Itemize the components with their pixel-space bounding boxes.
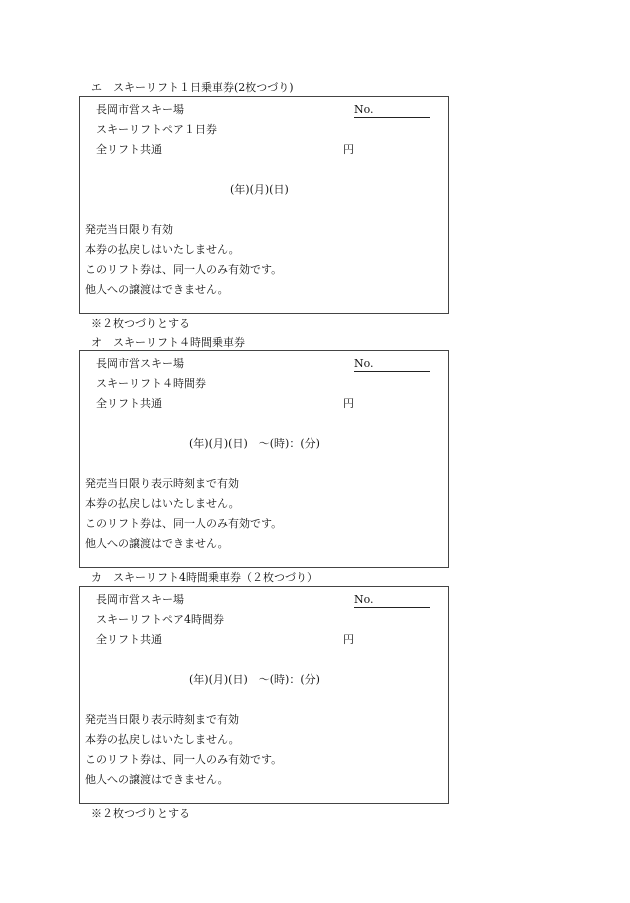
organization-name: 長岡市営スキー場 [96, 593, 184, 606]
date-time-line: (年)(月)(日) ～(時)：(分) [189, 673, 320, 686]
number-underline [354, 117, 430, 118]
refund-note: 本券の払戻しはいたしません。 [85, 497, 240, 510]
validity-note: 発売当日限り有効 [85, 223, 173, 236]
organization-name: 長岡市営スキー場 [96, 103, 184, 116]
number-label: No. [354, 357, 374, 370]
lift-scope: 全リフト共通 [96, 633, 162, 646]
validity-note: 発売当日限り表示時刻まで有効 [85, 477, 239, 490]
same-person-note: このリフト券は、同一人のみ有効です。 [85, 263, 283, 276]
section-heading-ka: カ スキーリフト4時間乗車券（２枚つづり） [91, 571, 318, 584]
section-heading-o: オ スキーリフト４時間乗車券 [91, 336, 245, 349]
number-label: No. [354, 593, 374, 606]
number-underline [354, 607, 430, 608]
lift-scope: 全リフト共通 [96, 143, 162, 156]
transfer-note: 他人への譲渡はできません。 [85, 537, 229, 550]
footnote-ka: ※２枚つづりとする [91, 807, 190, 820]
refund-note: 本券の払戻しはいたしません。 [85, 733, 240, 746]
refund-note: 本券の払戻しはいたしません。 [85, 243, 240, 256]
number-underline [354, 371, 430, 372]
ticket-box-ka [79, 586, 449, 804]
section-heading-e: エ スキーリフト１日乗車券(2枚つづり) [91, 81, 294, 94]
date-line: (年)(月)(日) [230, 183, 289, 196]
lift-scope: 全リフト共通 [96, 397, 162, 410]
yen-label: 円 [343, 633, 354, 646]
validity-note: 発売当日限り表示時刻まで有効 [85, 713, 239, 726]
ticket-type: スキーリフトペア4時間券 [96, 613, 224, 626]
transfer-note: 他人への譲渡はできません。 [85, 773, 229, 786]
ticket-type: スキーリフト４時間券 [96, 377, 206, 390]
footnote-e: ※２枚つづりとする [91, 317, 190, 330]
transfer-note: 他人への譲渡はできません。 [85, 283, 229, 296]
date-time-line: (年)(月)(日) ～(時)：(分) [189, 437, 320, 450]
ticket-type: スキーリフトペア１日券 [96, 123, 217, 136]
ticket-box-o [79, 350, 449, 568]
same-person-note: このリフト券は、同一人のみ有効です。 [85, 517, 283, 530]
same-person-note: このリフト券は、同一人のみ有効です。 [85, 753, 283, 766]
ticket-box-e [79, 96, 449, 314]
yen-label: 円 [343, 143, 354, 156]
number-label: No. [354, 103, 374, 116]
yen-label: 円 [343, 397, 354, 410]
organization-name: 長岡市営スキー場 [96, 357, 184, 370]
